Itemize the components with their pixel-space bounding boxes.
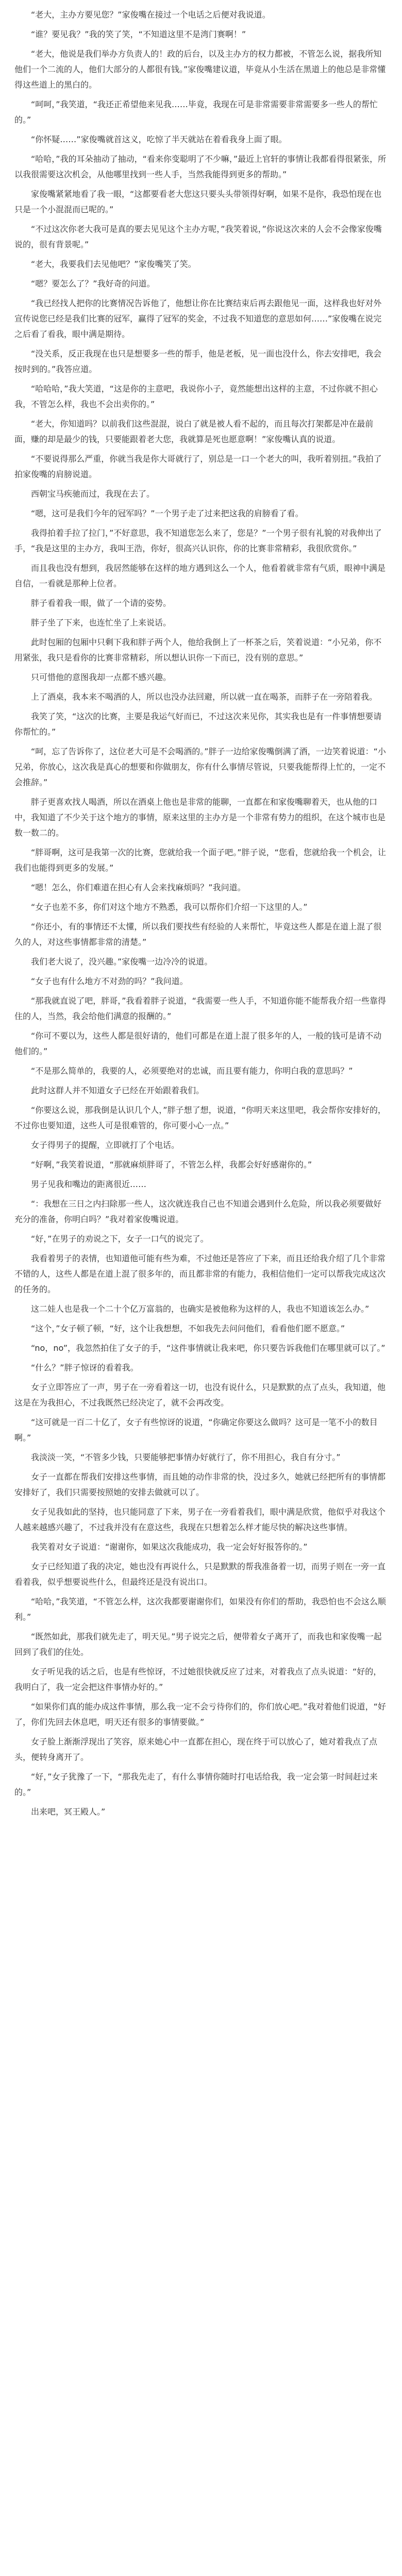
- story-paragraph: 我得拍着手拉了拉门，”不好意思，我不知道您怎么来了，您是？”一个男子很有礼貌的对我伸出了手，“我是这里的主办方，我叫王浩，你好，很高兴认识你，你的比赛非常精彩，我很欣赏你。”: [14, 528, 382, 553]
- story-paragraph: “哈哈哈，”我大笑道，“这是你的主意吧，我说你小子，竟然能想出这样的主意，不过你就不担心我，不管怎么样，我也不会出卖你的。”: [14, 384, 378, 409]
- story-paragraph: “no，no”，我忽然拍住了女子的手，“这件事情就让我来吧，你只要告诉我他们在哪里就可以了。”: [31, 1343, 386, 1353]
- story-paragraph: “这个，”女子顿了顿，“好，这个让我想想，不如我先去问问他们，看看他们愿不愿意。”: [31, 1324, 345, 1333]
- story-paragraph: “胖哥啊，这可是我第一次的比赛，您就给我一个面子吧。”胖子说，“您看，您就给我一个机会，让我们也能得到更多的发展。”: [14, 848, 386, 873]
- story-paragraph: “哈哈，”我笑道，“不管怎么样，这次我都要谢谢你们，如果没有你们的帮助，我恐怕也不会这么顺利。”: [14, 1597, 386, 1622]
- story-paragraph: 胖子看着我一眼，做了一个请的姿势。: [31, 598, 172, 608]
- story-paragraph: 西朝宝马疾驰而过，我现在去了。: [31, 489, 155, 499]
- story-paragraph: 我们老大说了，没兴趣。”家俊嘴一边冷冷的说道。: [31, 957, 213, 967]
- story-paragraph: “这可就是一百二十亿了，女子有些惊讶的说道，“你确定你要这么做吗？这可是一笔不小的数目啊。”: [14, 1417, 378, 1443]
- story-paragraph: “嗯，这可是我们今年的冠军吗？”一个男子走了过来把这我的肩膀看了看。: [31, 509, 304, 518]
- story-paragraph: 女子已经知道了我的决定，她也没有再说什么，只是默默的帮我准备着一切，而男子则在一旁一直看着我，似乎想要说些什么，但最终还是没有说出口。: [14, 1562, 386, 1587]
- story-paragraph: 家俊嘴紧紧地看了我一眼，“这都要看老大您这只要头头带领得好啊，如果不是你，我恐怕现在也只是一个小混混而已呢的。”: [14, 189, 382, 214]
- story-paragraph: 我淡淡一笑，“不管多少钱，只要能够把事情办好就行了，你不用担心，我自有分寸。”: [31, 1452, 341, 1462]
- story-paragraph: 女子听见我的话之后，也是有些惊讶，不过她很快就反应了过来，对着我点了点头说道：“好的，我明白了，我一定会把这件事情办好的。”: [14, 1667, 382, 1692]
- story-paragraph: “那我就直说了吧，胖哥，”我看着胖子说道，“我需要一些人手，不知道你能不能帮我介绍一些靠得住的人，当然，我会给他们满意的报酬的。”: [14, 996, 386, 1021]
- story-paragraph: 男子见我和嘴边的距离很近……: [31, 1179, 147, 1189]
- story-paragraph: 女子见我如此的坚持，也只能同意了下来，男子在一旁看着我们，眼中满是欣赏，他似乎对我这个人越来越感兴趣了，不过我并没有在意这些，我现在只想着怎么样才能尽快的解决这些事情。: [14, 1507, 386, 1532]
- story-paragraph: “哈哈，”我的耳朵抽动了抽动，“看来你变聪明了不少嘛，”最近上官轩的事情让我都看得很紧张，所以我很需要这次机会，从他哪里找到一些人手，当然我能得到更多的帮助。”: [14, 154, 387, 179]
- story-paragraph: “好啊，”我笑着说道，“那就麻烦胖哥了，不管怎么样，我都会好好感谢你的。”: [31, 1160, 312, 1170]
- story-paragraph: “不是那么简单的，我要的人，必须要绝对的忠诚，而且要有能力，你明白我的意思吗？”: [31, 1066, 353, 1076]
- story-paragraph: “没关系，反正我现在也只是想要多一些的帮手，他是老板，见一面也没什么，你去安排吧，我会按时到的。”我答应道。: [14, 349, 382, 374]
- story-paragraph: 此时包厢的包厢中只剩下我和胖子两个人，他给我倒上了一杯茶之后，笑着说道：“小兄弟，你不用紧张，我只是看你的比赛非常精彩，所以想认识你一下而已，没有别的意思。”: [14, 637, 382, 663]
- story-paragraph: 女子一直都在帮我们安排这些事情，而且她的动作非常的快，没过多久，她就已经把所有的事情都安排好了，我们只需要按照她的安排去做就可以了。: [14, 1472, 386, 1497]
- story-paragraph: “好，”在男子的劝说之下，女子一口气的说完了。: [31, 1234, 209, 1244]
- story-paragraph: “女子也有什么地方不对劲的吗？”我问道。: [31, 976, 188, 986]
- story-paragraph: “我已经找人把你的比赛情况告诉他了，他想让你在比赛结束后再去跟他见一面，这样我也好对外宣传说您已经是我们比赛的冠军，赢得了冠军的奖金，不过我不知道您的意思如何……”家俊嘴在说完之后看了看我，眼中满是期待。: [14, 298, 382, 339]
- story-paragraph: 而且我也没有想到，我居然能够在这样的地方遇到这么一个人，他看着就非常有气质，眼神中满是自信，一看就是那种上位者。: [14, 563, 386, 588]
- story-paragraph: “嗯！怎么，你们难道在担心有人会来找麻烦吗？”我问道。: [31, 883, 246, 892]
- story-paragraph: “你怀疑……”家俊嘴就首这义，吃惊了半天就站在着看我身上面了眼。: [31, 134, 287, 144]
- story-paragraph: “老大，我要我们去见他吧？”家俊嘴笑了笑。: [31, 259, 196, 269]
- story-paragraph: “老大，他说是我们举办方负责人的！政的后台，以及主办方的权力都被，不管怎么说，据我所知他们一个二流的人，他们大部分的人都很有钱。”家俊嘴建议道，毕竟从小生活在黑道上的他总是非常懂得这些道上的黑白的。: [14, 49, 386, 90]
- story-paragraph: “好，”女子犹豫了一下，“那我先走了，有什么事情你随时打电话给我，我一定会第一时间赶过来的。”: [14, 1772, 378, 1797]
- story-paragraph: “谁？要见我？”我的笑了笑，“不知道这里不是湾门赛啊！”: [31, 29, 246, 39]
- story-paragraph: 我看着男子的表情，也知道他可能有些为难，不过他还是答应了下来，而且还给我介绍了几个非常不错的人，这些人都是在道上混了很多年的，而且都非常的有能力，我相信他们一定可以帮我完成这次的任务的。: [14, 1253, 386, 1294]
- story-paragraph: 我笑着对女子说道：“谢谢你，如果这次我能成功，我一定会好好报答你的。”: [31, 1542, 308, 1552]
- story-paragraph: 胖子更喜欢找人喝酒，所以在酒桌上他也是非常的能聊，一直都在和家俊嘴聊着天，也从他的口中，我知道了不少关于这个地方的事情，原来这里的主办方是一个非常有势力的组织，在这个城市也是数一数二的。: [14, 797, 386, 838]
- story-paragraph: “嗯？要怎么了？”我好奇的问道。: [31, 279, 155, 289]
- story-paragraph: 此时这群人并不知道女子已经在开始跟着我们。: [31, 1086, 205, 1095]
- story-paragraph: “老大，主办方要见您？”家俊嘴在接过一个电话之后便对我说道。: [31, 10, 271, 20]
- story-paragraph: “你要这么说，那我倒是认识几个人，”胖子想了想，说道，“你明天来这里吧，我会帮你安排好的，不过你也要知道，这些人可是很难管的，你可要小心一点。”: [14, 1105, 386, 1130]
- story-paragraph: “如果你们真的能办成这件事情，那么我一定不会亏待你们的，你们放心吧。”我对着他们说道，“好了，你们先回去休息吧，明天还有很多的事情要做。”: [14, 1702, 386, 1727]
- story-paragraph: “既然如此，那我们就先走了，明天见。”男子说完之后，便带着女子离开了，而我也和家俊嘴一起回到了我们的住处。: [14, 1632, 382, 1657]
- story-paragraph: 女子立即答应了一声，男子在一旁看着这一切，也没有说什么，只是默默的点了点头，我知道，他这是在为我担心，不过我既然已经决定了，就不会再改变。: [14, 1382, 386, 1408]
- story-paragraph: “你还小，有的事情还不太懂，所以我们要找些有经验的人来帮忙，毕竟这些人都是在道上混了很久的人，对这些事情都非常的清楚。”: [14, 922, 382, 947]
- story-paragraph: “女子也差不多，你们对这个地方不熟悉，我可以帮你们介绍一下这里的人。”: [31, 902, 308, 912]
- story-paragraph: 出来吧，冥王殿人。”: [31, 1807, 106, 1817]
- story-paragraph: “什么？”胖子惊讶的看着我。: [31, 1363, 139, 1372]
- story-paragraph: 我笑了笑，“这次的比赛，主要是我运气好而已，不过这次来见你，其实我也是有一件事情想要请你帮忙的。”: [14, 711, 382, 737]
- story-paragraph: “呵，忘了告诉你了，这位老大可是不会喝酒的。”胖子一边给家俊嘴倒满了酒，一边笑着说道：“小兄弟，你放心，这次我是真心的想要和你做朋友，你有什么事情尽管说，只要我能帮得上忙的，一定不会推辞。”: [14, 747, 386, 787]
- story-paragraph: “不要说得那么严重，你就当我是你大哥就行了，别总是一口一个老大的叫，我听着别扭。”我拍了拍家俊嘴的肩膀说道。: [14, 454, 382, 479]
- story-paragraph: “不过这次你老大我可是真的要去见见这个主办方呢，”我笑着说，”你说这次来的人会不会像家俊嘴说的，很有背景呢。”: [14, 224, 382, 249]
- story-paragraph: 上了酒桌，我本来不喝酒的人，所以也没办法回避，所以就一直在喝茶，而胖子在一旁陪着我。: [31, 692, 378, 702]
- story-paragraph: 女子得男子的提醒，立即就打了个电话。: [31, 1140, 180, 1150]
- story-paragraph: “你可不要以为，这些人都是很好请的，他们可都是在道上混了很多年的人，一般的钱可是请不动他们的。”: [14, 1031, 382, 1056]
- story-paragraph: 胖子坐了下来，也连忙坐了上来说话。: [31, 618, 172, 628]
- story-paragraph: “老大，你知道吗？以前我们这些混混，说白了就是被人看不起的，而且每次打架都是冲在最前面，赚的却是最少的钱，只要能跟着老大您，我就算是死也愿意啊！”家俊嘴认真的说道。: [14, 419, 374, 444]
- story-paragraph: “呵呵，”我笑道，“我还正希望他来见我……毕竟，我现在可是非常需要非常需要多一些人的帮忙的。”: [14, 99, 378, 125]
- story-paragraph: “：我想在三日之内扫除那一些人，这次就连我自己也不知道会遇到什么危险，所以我必须要做好充分的准备，你明白吗？”我对着家俊嘴说道。: [14, 1199, 382, 1224]
- story-paragraph: 这二娃人也是我一个二十个亿万富翁的，也确实是被他称为这样的人，我也不知道该怎么办。”: [31, 1304, 370, 1314]
- story-paragraph: 女子脸上渐渐浮现出了笑容，原来她心中一直都在担心，现在终于可以放心了，她对着我点了点头，便转身离开了。: [14, 1737, 378, 1762]
- story-paragraph: 只可惜他的意图我却一点都不感兴趣。: [31, 672, 172, 682]
